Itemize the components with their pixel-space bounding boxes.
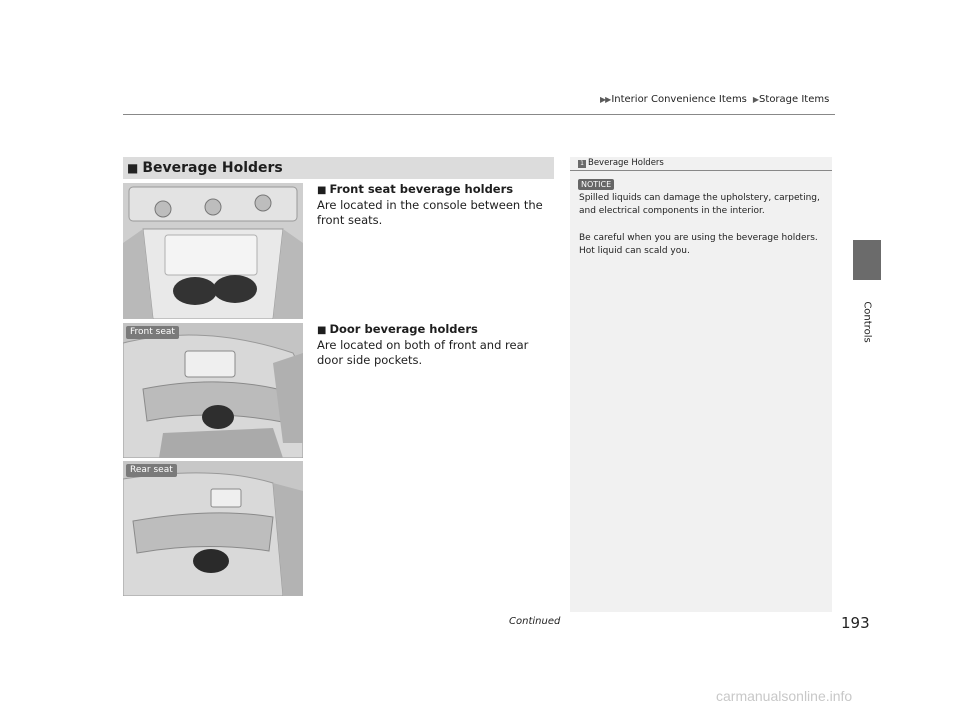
breadcrumb-item-2: Storage Items <box>759 94 830 105</box>
chapter-tab <box>853 240 881 280</box>
chapter-label <box>852 296 882 348</box>
item-heading: Door beverage holders <box>329 322 478 336</box>
note-text-2: Be careful when you are using the beverage holders. Hot liquid can scald you. <box>579 233 818 256</box>
reference-icon: 1 <box>578 160 586 168</box>
page-number: 193 <box>841 614 870 632</box>
square-bullet-icon: ■ <box>317 325 327 336</box>
chapter-label-text: Controls <box>861 301 873 343</box>
rear-door-image <box>123 461 303 596</box>
item-body: Are located on both of front and rear door side pockets. <box>317 338 529 367</box>
double-arrow-icon: ▶▶ <box>600 95 611 104</box>
section-title-bar <box>123 157 554 179</box>
note-panel <box>570 157 832 612</box>
door-holders-item <box>317 322 555 368</box>
item-heading: Front seat beverage holders <box>329 182 514 196</box>
note-heading <box>570 157 832 171</box>
note-heading-text: Beverage Holders <box>588 158 664 168</box>
square-bullet-icon: ■ <box>127 161 139 175</box>
front-door-image <box>123 323 303 458</box>
rear-seat-label: Rear seat <box>126 464 177 477</box>
front-seat-label: Front seat <box>126 326 179 339</box>
arrow-icon: ▶ <box>752 95 759 104</box>
watermark: carmanualsonline.info <box>716 688 853 704</box>
item-body: Are located in the console between the front seats. <box>317 198 543 227</box>
notice-badge: NOTICE <box>578 179 614 190</box>
front-console-image <box>123 183 303 319</box>
breadcrumb-item-1: Interior Convenience Items <box>611 94 747 105</box>
front-seat-holders-item <box>317 182 555 228</box>
continued-label: Continued <box>509 616 561 627</box>
section-title: Beverage Holders <box>142 160 283 176</box>
breadcrumb <box>600 94 829 105</box>
header-rule <box>123 114 835 115</box>
square-bullet-icon: ■ <box>317 185 327 196</box>
note-text-1: Spilled liquids can damage the upholstery, carpeting, and electrical components in the interior. <box>579 193 820 216</box>
